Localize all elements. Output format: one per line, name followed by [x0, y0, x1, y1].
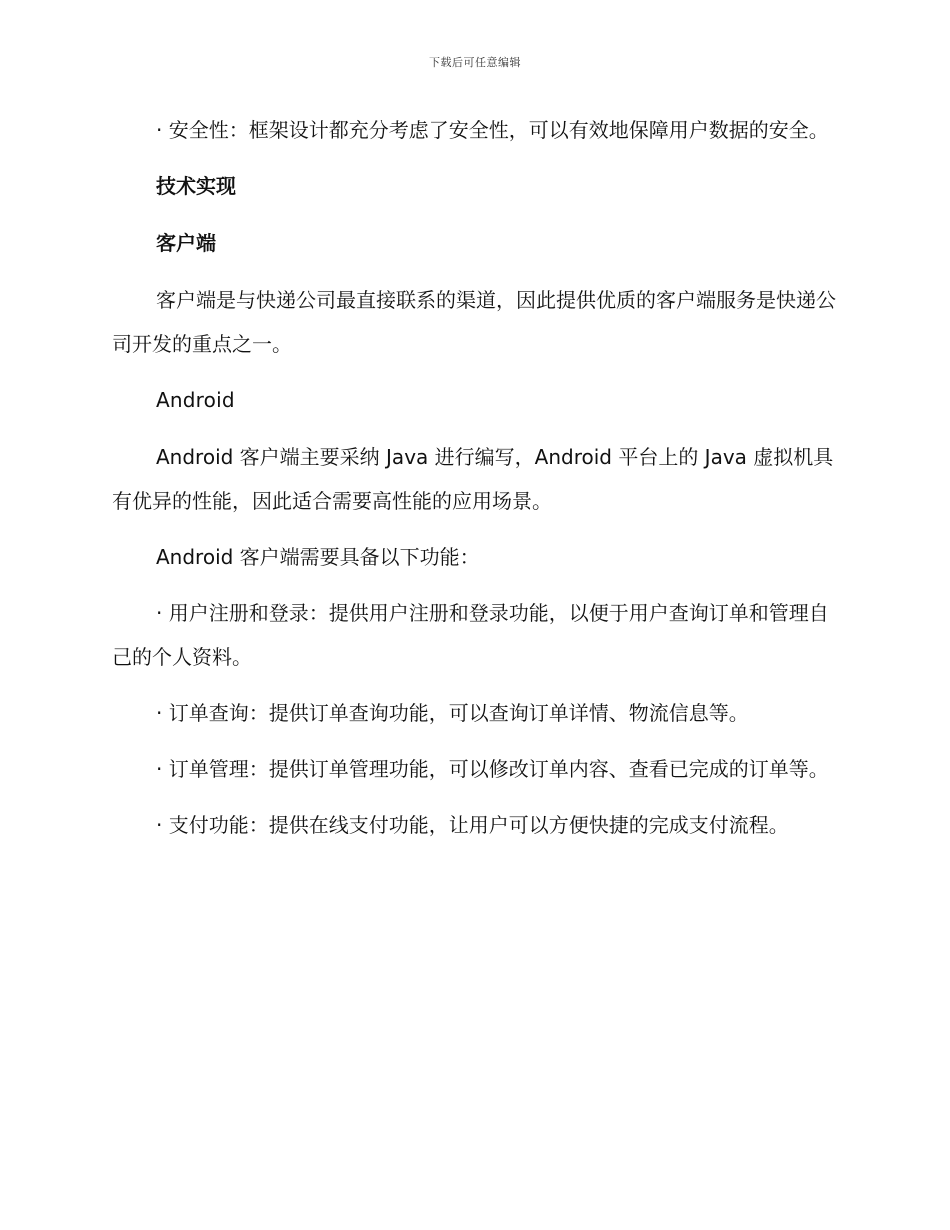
page-header: 下载后可任意编辑 [429, 56, 521, 69]
list-item-order-query: · 订单查询：提供订单查询功能，可以查询订单详情、物流信息等。 [156, 701, 749, 725]
heading-android: Android [156, 388, 235, 412]
list-item-payment: · 支付功能：提供在线支付功能，让用户可以方便快捷的完成支付流程。 [156, 813, 789, 837]
paragraph-client: 客户端是与快递公司最直接联系的渠道，因此提供优质的客户端服务是快递公司开发的重点之一。 [112, 288, 836, 356]
list-item-order-manage: · 订单管理：提供订单管理功能，可以修改订单内容、查看已完成的订单等。 [156, 757, 829, 781]
heading-tech-implementation: 技术实现 [156, 174, 236, 198]
paragraph-security: · 安全性：框架设计都充分考虑了安全性，可以有效地保障用户数据的安全。 [156, 118, 829, 142]
document-body [112, 108, 836, 859]
paragraph-android: Android 客户端主要采纳 Java 进行编写，Android 平台上的 Java 虚拟机具有优异的性能，因此适合需要高性能的应用场景。 [112, 445, 834, 513]
list-item-register-login: · 用户注册和登录：提供用户注册和登录功能，以便于用户查询订单和管理自己的个人资料。 [112, 601, 829, 669]
paragraph-features-intro: Android 客户端需要具备以下功能： [156, 545, 480, 569]
heading-client: 客户端 [156, 231, 216, 255]
